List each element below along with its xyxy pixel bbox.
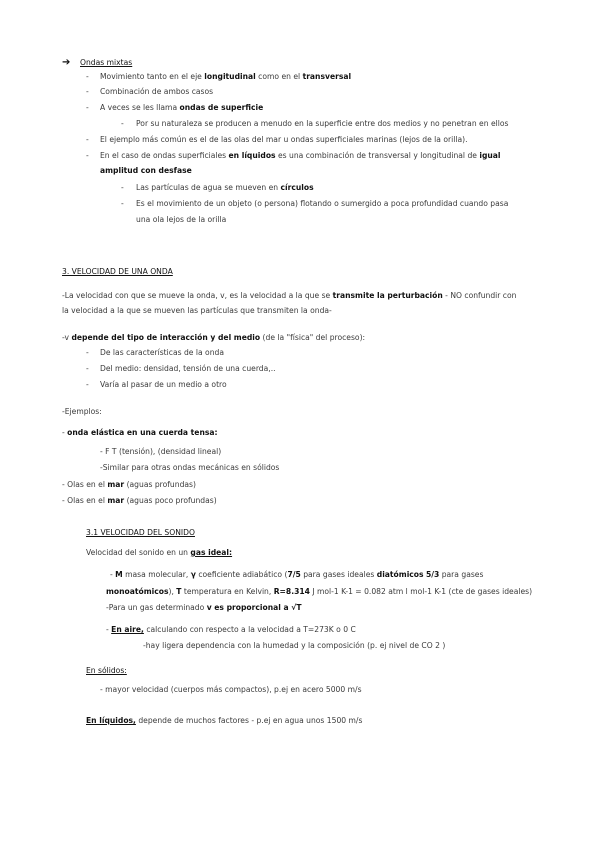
sonido-line-6: -hay ligera dependencia con la humedad y la composición (p. ej nivel de CO 2 ): [143, 641, 446, 650]
section3-p1b: la velocidad a la que se mueven las partículas que transmiten la onda-: [62, 306, 332, 315]
sonido-line-4: -Para un gas determinado v es proporcional a √T: [106, 603, 302, 612]
ejemplos-label: -Ejemplos:: [62, 407, 102, 416]
sqrt-t-formula: √T: [291, 603, 302, 612]
dash-bullet: -: [86, 364, 89, 373]
ejemplo-2: - Olas en el mar (aguas profundas): [62, 480, 196, 489]
section3-d1: De las características de la onda: [100, 348, 224, 357]
mixtas-line-6: En el caso de ondas superficiales en líquidos es una combinación de transversal y longitudinal de igual: [100, 151, 501, 160]
section-3-title: 3. VELOCIDAD DE UNA ONDA: [62, 267, 173, 276]
mixtas-line-4: Por su naturaleza se producen a menudo en la superficie entre dos medios y no penetran en ellos: [136, 119, 509, 128]
section-3-1-title: 3.1 VELOCIDAD DEL SONIDO: [86, 528, 195, 537]
section3-d2: Del medio: densidad, tensión de una cuerda,..: [100, 364, 276, 373]
dash-bullet: -: [86, 380, 89, 389]
mixtas-line-8b: una ola lejos de la orilla: [136, 215, 227, 224]
section3-p1: -La velocidad con que se mueve la onda, v, es la velocidad a la que se transmite la perturbación - NO confundir con: [62, 291, 517, 300]
sonido-line-5: - En aire, calculando con respecto a la velocidad a T=273K o 0 C: [106, 625, 356, 634]
sonido-gas-ideal: Velocidad del sonido en un gas ideal:: [86, 548, 233, 557]
dash-bullet: -: [86, 348, 89, 357]
liquidos-line: En líquidos, depende de muchos factores - p.ej en agua unos 1500 m/s: [86, 716, 363, 725]
ondas-mixtas-title: Ondas mixtas: [80, 58, 133, 67]
sonido-line-2: - M masa molecular, γ coeficiente adiabático (7/5 para gases ideales diatómicos 5/3 para gases: [110, 570, 484, 579]
section3-d3: Varía al pasar de un medio a otro: [100, 380, 227, 389]
arrow-bullet-icon: ➔: [62, 57, 71, 68]
solidos-title: En sólidos:: [86, 666, 127, 675]
mixtas-line-2: Combinación de ambos casos: [100, 87, 214, 96]
dash-bullet: -: [86, 72, 89, 81]
ejemplo-1-similar: -Similar para otras ondas mecánicas en sólidos: [100, 463, 280, 472]
mixtas-line-5: El ejemplo más común es el de las olas del mar u ondas superficiales marinas (lejos de la orilla).: [100, 135, 468, 144]
sonido-line-3: monoatómicos), T temperatura en Kelvin, R=8.314 J mol-1 K-1 = 0.082 atm l mol-1 K-1 (cte de gases ideales): [106, 587, 533, 596]
dash-bullet: -: [86, 135, 89, 144]
dash-bullet: -: [121, 183, 124, 192]
solidos-text: - mayor velocidad (cuerpos más compactos), p.ej en acero 5000 m/s: [100, 685, 362, 694]
dash-bullet: -: [86, 151, 89, 160]
ejemplo-1-detail: - F T (tensión), (densidad lineal): [100, 447, 222, 456]
dash-bullet: -: [121, 199, 124, 208]
dash-bullet: -: [121, 119, 124, 128]
mixtas-line-1: Movimiento tanto en el eje longitudinal como en el transversal: [100, 72, 352, 81]
mixtas-line-8a: Es el movimiento de un objeto (o persona) flotando o sumergido a poca profundidad cuando pasa: [136, 199, 509, 208]
section3-p2: -v depende del tipo de interacción y del medio (de la "física" del proceso):: [62, 333, 366, 342]
dash-bullet: -: [86, 87, 89, 96]
ejemplo-1: - onda elástica en una cuerda tensa:: [62, 428, 218, 437]
ejemplo-3: - Olas en el mar (aguas poco profundas): [62, 496, 217, 505]
dash-bullet: -: [86, 103, 89, 112]
mixtas-line-6b: amplitud con desfase: [100, 166, 192, 175]
mixtas-line-3: A veces se les llama ondas de superficie: [100, 103, 264, 112]
mixtas-line-7: Las partículas de agua se mueven en círculos: [136, 183, 314, 192]
